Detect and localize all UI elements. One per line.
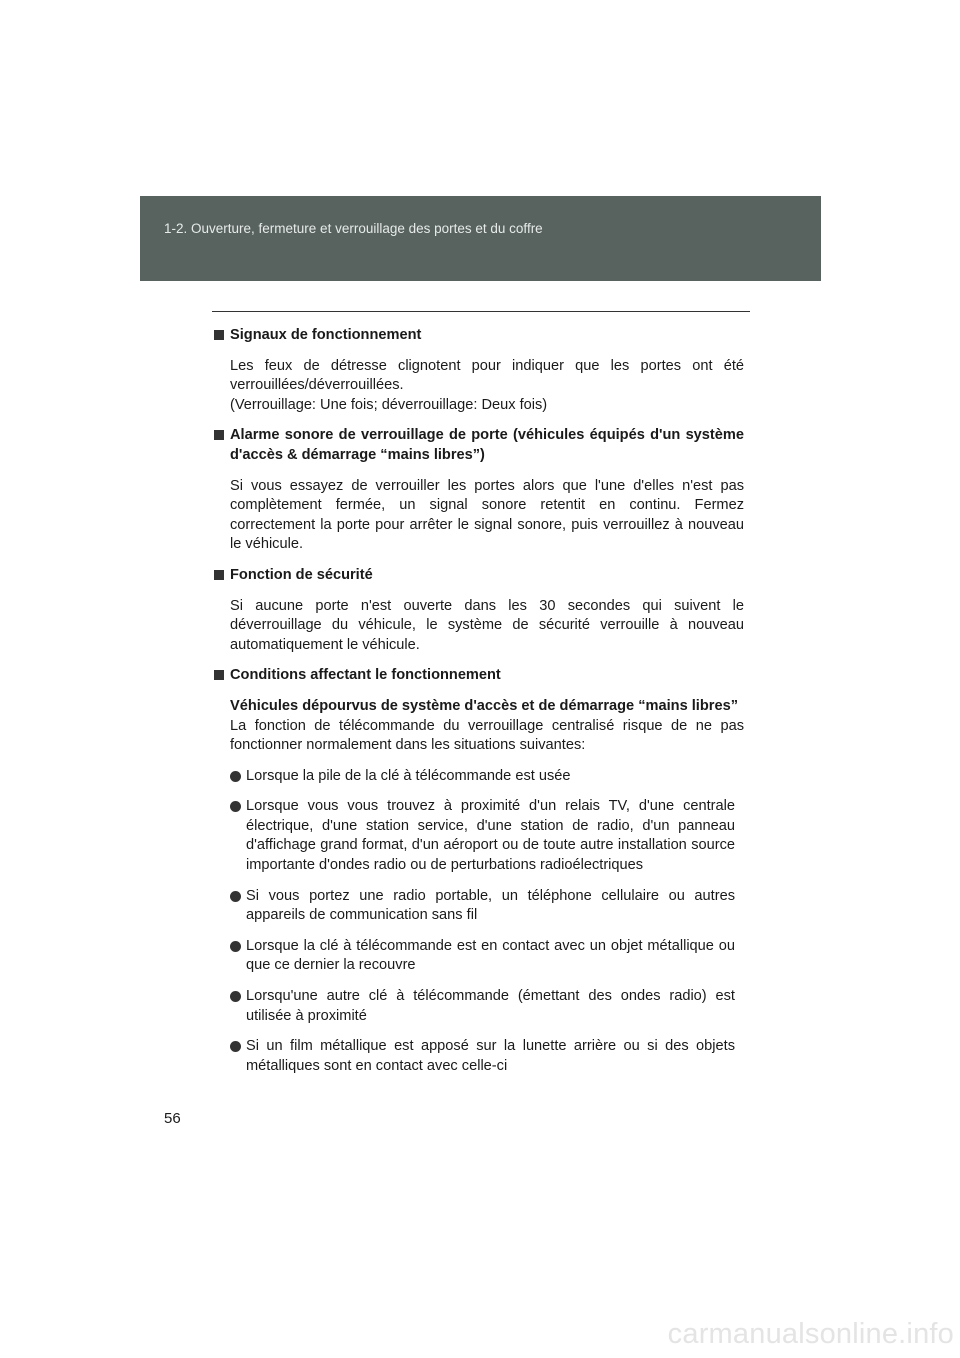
- section-paragraph: (Verrouillage: Une fois; déverrouillage: Deux fois): [230, 396, 548, 413]
- section-subheading: Véhicules dépourvus de système d'accès et de démarrage “mains libres”: [230, 697, 738, 714]
- page-content: [212, 326, 744, 1087]
- chapter-header: [140, 196, 821, 281]
- list-item: Si vous portez une radio portable, un téléphone cellulaire ou autres appareils de communication sans fil: [230, 887, 735, 926]
- list-item: Si un film métallique est apposé sur la lunette arrière ou si des objets métalliques sont en contact avec celle-ci: [230, 1037, 735, 1076]
- page-number: 56: [164, 1110, 181, 1127]
- header-rule: [212, 311, 750, 312]
- section-paragraph: Si aucune porte n'est ouverte dans les 30 secondes qui suivent le déverrouillage du véhicule, le système de sécurité verrouille à nouveau automatiquement le véhicule.: [230, 597, 744, 653]
- bullet-list: [230, 767, 735, 1077]
- round-bullet-icon: [230, 941, 241, 952]
- section-paragraph: Si vous essayez de verrouiller les portes alors que l'une d'elles n'est pas complètement fermée, un signal sonore retentit en continu. Fermez correctement la porte pour arrêter le signal sonore, puis verrouillez à nouveau le véhicule.: [230, 477, 744, 553]
- round-bullet-icon: [230, 891, 241, 902]
- section-signaux: [212, 326, 744, 415]
- square-bullet-icon: [214, 570, 224, 580]
- watermark: carmanualsonline.info: [667, 1318, 954, 1350]
- round-bullet-icon: [230, 771, 241, 782]
- chapter-title: 1-2. Ouverture, fermeture et verrouillage des portes et du coffre: [164, 221, 543, 236]
- square-bullet-icon: [214, 670, 224, 680]
- list-item: Lorsqu'une autre clé à télécommande (émettant des ondes radio) est utilisée à proximité: [230, 987, 735, 1026]
- section-heading: Fonction de sécurité: [212, 566, 744, 586]
- section-heading: Conditions affectant le fonctionnement: [212, 666, 744, 686]
- section-conditions: [212, 666, 744, 1076]
- section-alarme: [212, 426, 744, 555]
- square-bullet-icon: [214, 430, 224, 440]
- list-item: Lorsque la clé à télécommande est en contact avec un objet métallique ou que ce dernier la recouvre: [230, 937, 735, 976]
- section-heading: Alarme sonore de verrouillage de porte (véhicules équipés d'un système d'accès & démarrage “mains libres”): [212, 426, 744, 465]
- section-paragraph: Les feux de détresse clignotent pour indiquer que les portes ont été verrouillées/déverrouillées.: [230, 357, 744, 394]
- section-paragraph: La fonction de télécommande du verrouillage centralisé risque de ne pas fonctionner normalement dans les situations suivantes:: [230, 717, 744, 754]
- square-bullet-icon: [214, 330, 224, 340]
- list-item: Lorsque la pile de la clé à télécommande est usée: [230, 767, 735, 787]
- round-bullet-icon: [230, 1041, 241, 1052]
- round-bullet-icon: [230, 991, 241, 1002]
- section-heading: Signaux de fonctionnement: [212, 326, 744, 346]
- section-securite: [212, 566, 744, 655]
- list-item: Lorsque vous vous trouvez à proximité d'un relais TV, d'une centrale électrique, d'une station service, d'une station de radio, d'un panneau d'affichage grand format, d'un aéroport ou de toute autre installation source importante d'ondes radio ou de perturbations radioélectriques: [230, 797, 735, 875]
- round-bullet-icon: [230, 801, 241, 812]
